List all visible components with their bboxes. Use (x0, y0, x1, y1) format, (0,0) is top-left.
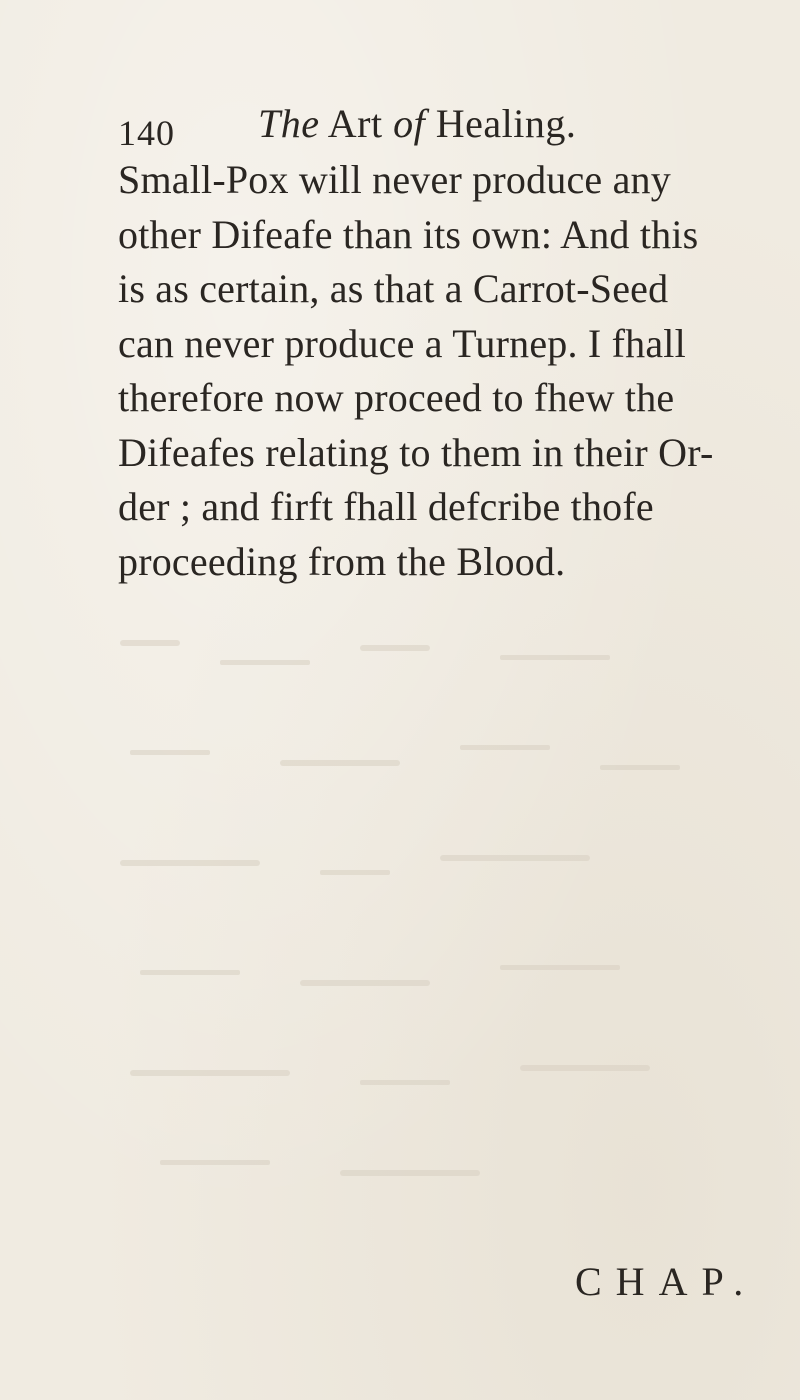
running-title (258, 100, 576, 147)
catchword: CHAP. (575, 1259, 758, 1304)
text-line: der ; and firft fhall defcribe thofe (118, 484, 654, 529)
text-line: can never produce a Turnep. I fhall (118, 320, 686, 366)
text-line: Small-Pox will never produce any (118, 157, 671, 202)
text-line: therefore now proceed to fhew the (118, 375, 675, 420)
running-title-the: The (258, 101, 320, 146)
running-title-art: Art (327, 101, 383, 146)
page-number: 140 (118, 113, 175, 153)
text-line: proceeding from the Blood. (118, 538, 566, 584)
running-title-of: of (393, 101, 426, 146)
text-line: other Difeafe than its own: And this (118, 211, 699, 257)
running-head (118, 100, 738, 153)
text-line: Difeafes relating to them in their Or- (118, 429, 714, 475)
body-paragraph (118, 153, 718, 589)
text-line: is as certain, as that a Carrot-Seed (118, 266, 669, 311)
running-title-healing: Healing. (435, 101, 577, 146)
show-through-bleed (100, 600, 740, 1220)
